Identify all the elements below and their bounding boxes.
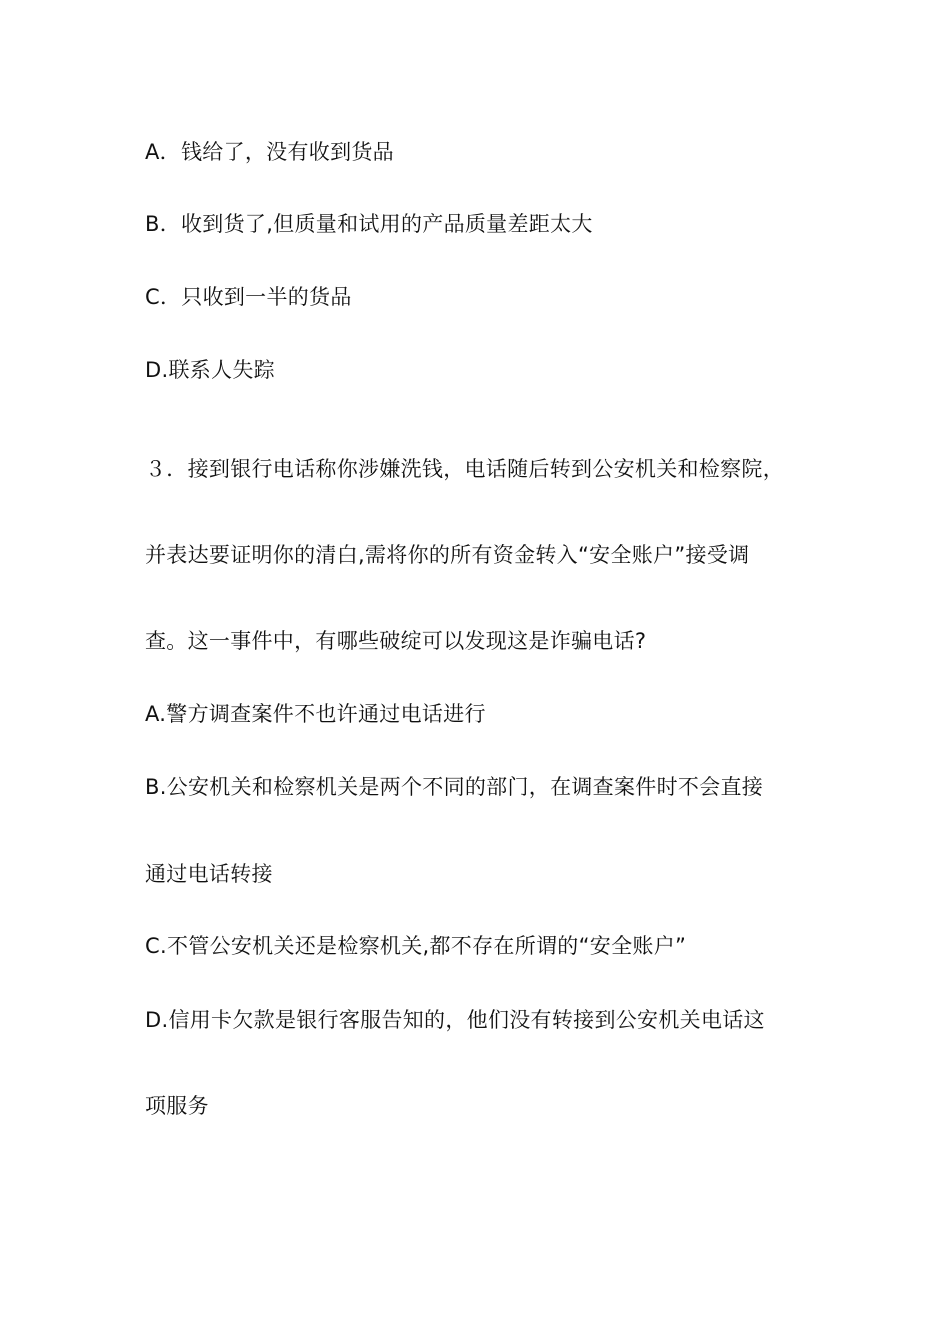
q3-option-b-line-2: 通过电话转接 [145,862,273,886]
q2-option-c: C．只收到一半的货品 [145,285,352,309]
q2-option-d: D.联系人失踪 [145,358,275,382]
q3-option-d-line-1: D.信用卡欠款是银行客服告知的，他们没有转接到公安机关电话这 [145,1008,765,1032]
q3-option-a: A.警方调查案件不也许通过电话进行 [145,702,486,726]
q3-option-d-line-2: 项服务 [145,1094,209,1118]
q3-stem-line-3: 查。这一事件中，有哪些破绽可以发现这是诈骗电话? [145,629,647,653]
q3-stem-line-1: ３．接到银行电话称你涉嫌洗钱，电话随后转到公安机关和检察院， [145,457,784,481]
q2-option-a: A．钱给了，没有收到货品 [145,140,394,164]
q3-option-b-line-1: B.公安机关和检察机关是两个不同的部门，在调查案件时不会直接 [145,775,764,799]
q3-option-c: C.不管公安机关还是检察机关,都不存在所谓的“安全账户” [145,934,687,958]
q2-option-b: B．收到货了,但质量和试用的产品质量差距太大 [145,212,593,236]
q3-stem-line-2: 并表达要证明你的清白,需将你的所有资金转入“安全账户”接受调 [145,543,750,567]
